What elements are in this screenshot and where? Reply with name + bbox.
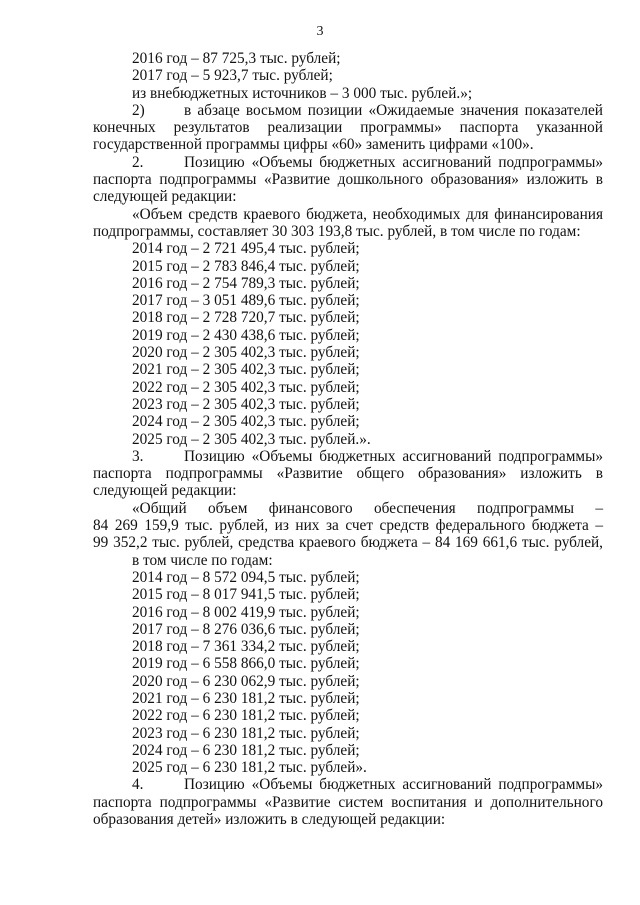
year-line: 2023 год – 2 305 402,3 тыс. рублей; bbox=[132, 395, 360, 413]
year-line: 2014 год – 8 572 094,5 тыс. рублей; bbox=[132, 568, 360, 586]
section-3-heading bbox=[93, 448, 603, 465]
text-line: конечных результатов реализации программы» паспорта указанной bbox=[93, 119, 603, 137]
text-line: 2017 год – 5 923,7 тыс. рублей; bbox=[132, 67, 333, 85]
text-line: паспорта подпрограммы «Развитие общего образования» изложить в bbox=[93, 465, 603, 483]
year-line: 2014 год – 2 721 495,4 тыс. рублей; bbox=[132, 240, 360, 258]
year-line: 2016 год – 2 754 789,3 тыс. рублей; bbox=[132, 274, 360, 292]
year-line: 2020 год – 6 230 062,9 тыс. рублей; bbox=[132, 672, 360, 690]
year-line: 2023 год – 6 230 181,2 тыс. рублей; bbox=[132, 724, 360, 742]
text-line: следующей редакции: bbox=[93, 482, 237, 500]
year-line: 2020 год – 2 305 402,3 тыс. рублей; bbox=[132, 344, 360, 362]
document-body bbox=[93, 50, 603, 828]
year-line: 2019 год – 6 558 866,0 тыс. рублей; bbox=[132, 655, 360, 673]
text-line: следующей редакции: bbox=[93, 188, 237, 206]
year-line: 2021 год – 6 230 181,2 тыс. рублей; bbox=[132, 689, 360, 707]
section-4-heading bbox=[93, 776, 603, 793]
year-line: 2017 год – 8 276 036,6 тыс. рублей; bbox=[132, 620, 360, 638]
section-2-heading bbox=[93, 154, 603, 171]
text-line: из внебюджетных источников – 3 000 тыс. рублей.»; bbox=[132, 84, 473, 102]
text-line: образования детей» изложить в следующей редакции: bbox=[93, 811, 446, 829]
text-line: Позицию «Объемы бюджетных ассигнований подпрограммы» bbox=[184, 153, 603, 171]
year-line: 2019 год – 2 430 438,6 тыс. рублей; bbox=[132, 326, 360, 344]
section-number: 3. bbox=[132, 447, 144, 465]
year-line: 2022 год – 6 230 181,2 тыс. рублей; bbox=[132, 707, 360, 725]
year-line: 2018 год – 7 361 334,2 тыс. рублей; bbox=[132, 638, 360, 656]
year-line: 2025 год – 2 305 402,3 тыс. рублей.». bbox=[132, 430, 371, 448]
text-line: паспорта подпрограммы «Развитие систем воспитания и дополнительного bbox=[93, 793, 603, 811]
section-number: 2. bbox=[132, 153, 144, 171]
year-line: 2024 год – 6 230 181,2 тыс. рублей; bbox=[132, 741, 360, 759]
text-line: 99 352,2 тыс. рублей, средства краевого бюджета – 84 169 661,6 тыс. рублей, bbox=[93, 534, 603, 552]
year-line: 2022 год – 2 305 402,3 тыс. рублей; bbox=[132, 378, 360, 396]
text-line: 2016 год – 87 725,3 тыс. рублей; bbox=[132, 50, 341, 67]
year-line: 2018 год – 2 728 720,7 тыс. рублей; bbox=[132, 309, 360, 327]
text-line: паспорта подпрограммы «Развитие дошкольного образования» изложить в bbox=[93, 171, 603, 189]
text-line: в том числе по годам: bbox=[132, 551, 273, 569]
text-line: подпрограммы, составляет 30 303 193,8 тыс. рублей, в том числе по годам: bbox=[93, 222, 581, 240]
section-number: 4. bbox=[132, 776, 144, 794]
year-line: 2024 год – 2 305 402,3 тыс. рублей; bbox=[132, 413, 360, 431]
text-line: 84 269 159,9 тыс. рублей, из них за счет средств федерального бюджета – bbox=[93, 517, 603, 535]
text-line: «Общий объем финансового обеспечения подпрограммы – bbox=[132, 499, 603, 517]
text-line: государственной программы цифры «60» заменить цифрами «100». bbox=[93, 136, 534, 154]
text-line: «Объем средств краевого бюджета, необходимых для финансирования bbox=[132, 205, 603, 223]
year-line: 2015 год – 8 017 941,5 тыс. рублей; bbox=[132, 586, 360, 604]
text-line: Позицию «Объемы бюджетных ассигнований подпрограммы» bbox=[184, 776, 603, 794]
year-line: 2015 год – 2 783 846,4 тыс. рублей; bbox=[132, 257, 360, 275]
item-2-heading bbox=[93, 102, 603, 119]
page-number: 3 bbox=[316, 24, 324, 39]
item-number: 2) bbox=[132, 101, 145, 119]
year-line: 2025 год – 6 230 181,2 тыс. рублей». bbox=[132, 759, 367, 777]
year-line: 2021 год – 2 305 402,3 тыс. рублей; bbox=[132, 361, 360, 379]
year-line: 2017 год – 3 051 489,6 тыс. рублей; bbox=[132, 292, 360, 310]
text-line: в абзаце восьмом позиции «Ожидаемые значения показателей bbox=[184, 101, 603, 119]
text-line: Позицию «Объемы бюджетных ассигнований подпрограммы» bbox=[184, 447, 603, 465]
year-line: 2016 год – 8 002 419,9 тыс. рублей; bbox=[132, 603, 360, 621]
